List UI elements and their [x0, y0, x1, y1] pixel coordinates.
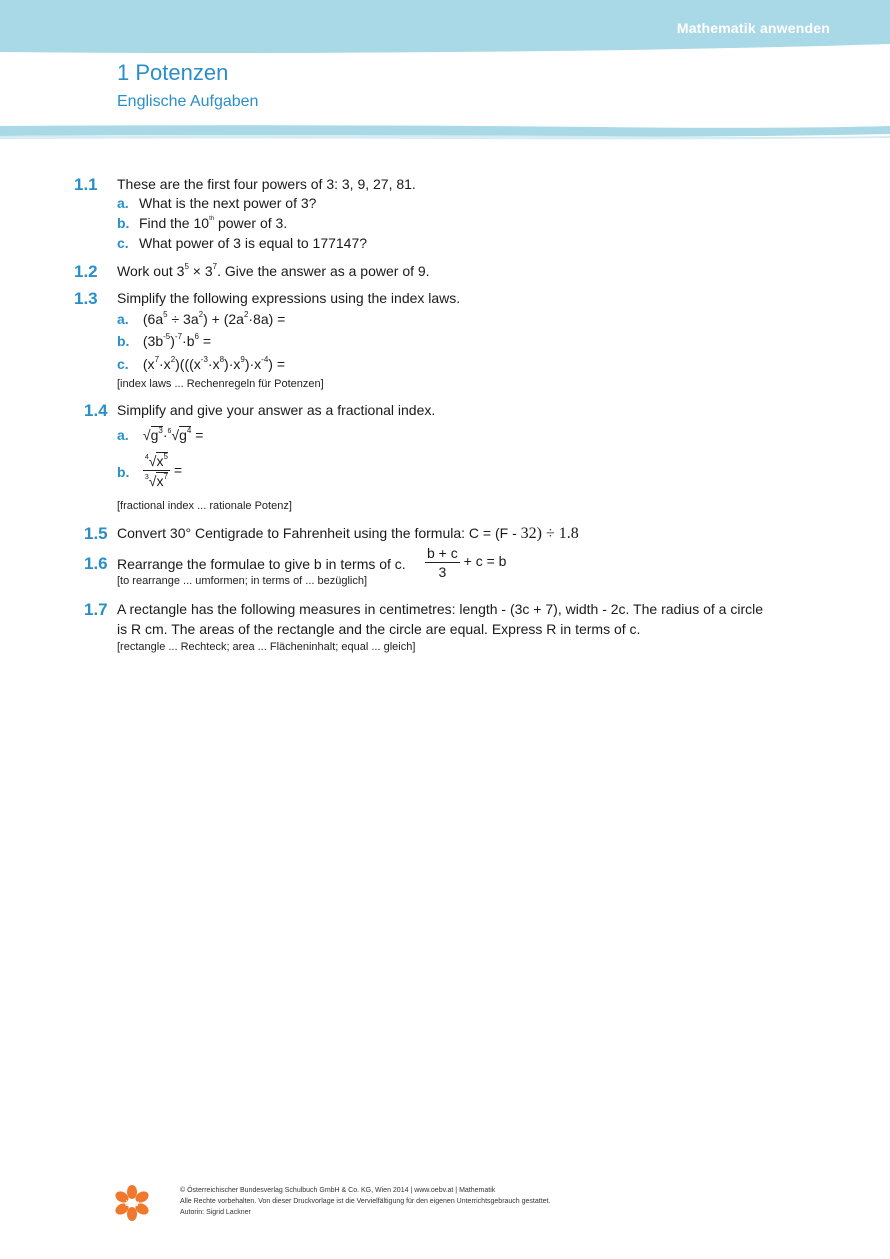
subtask [117, 309, 285, 329]
footer-line: © Österreichischer Bundesverlag Schulbuch GmbH & Co. KG, Wien 2014 | www.oebv.at | Mathematik [180, 1187, 496, 1194]
formula-a: $√g^3\cdot^6√g^4$ = [142, 426, 204, 443]
formula [425, 544, 506, 581]
subtask [117, 425, 203, 445]
chapter-title: 1 Potenzen [117, 60, 229, 85]
fraction-denominator: 3 [438, 564, 447, 580]
subtask-text: What is the next power of 3? [139, 195, 317, 211]
formula: C = (F - [468, 525, 521, 541]
formula-b: $(3b^{-5})^{-7}\cdot b^6$ = [142, 332, 212, 349]
superscript: th [209, 216, 215, 222]
divider-band-shape [0, 122, 890, 142]
formula-a: $(6a^5 \div 3a^2) + (2a^2\cdot 8a)$ = [142, 310, 286, 327]
publisher-logo [114, 1185, 150, 1221]
glossary-note: [index laws ... Rechenregeln für Potenzen] [117, 378, 324, 390]
subtask-letter: b. [117, 463, 130, 480]
exercise-text [117, 523, 579, 544]
footer-copyright [180, 1185, 550, 1218]
subtask-letter: a. [117, 427, 129, 443]
math-exponent: 5 [184, 262, 189, 271]
subtask-letter: c. [117, 356, 129, 372]
logo-icon [114, 1185, 150, 1221]
footer-line: Autorin: Sigrid Lackner [180, 1209, 251, 1216]
subtask [117, 213, 287, 233]
exercise-text: A rectangle has the following measures in centimetres: length - (3c + 7), width - 2c. The radius of a circle [117, 601, 763, 617]
glossary-note: [rectangle ... Rechteck; area ... Flächeninhalt; equal ... gleich] [117, 641, 416, 653]
math-operator: × [192, 263, 201, 279]
formula-c: $(x^7\cdot x^2)(((x^{-3}\cdot x^8)\cdot x^9)\cdot x^{-4})$ = [142, 355, 286, 372]
math-base: 3 [176, 263, 185, 279]
subtask-letter: b. [117, 215, 130, 231]
header-label: Mathematik anwenden [676, 20, 830, 36]
exercise-number: 1.3 [74, 289, 98, 308]
chapter-subtitle: Englische Aufgaben [117, 93, 259, 110]
exercise-number: 1.2 [74, 262, 98, 281]
text: . Give the answer as a power of 9. [217, 263, 430, 279]
exercise-number: 1.5 [84, 524, 108, 543]
subtask [117, 354, 285, 374]
footer-line: Alle Rechte vorbehalten. Von dieser Druckvorlage ist die Vervielfältigung für den eigenen Unterrichtsgebrauch gestattet. [180, 1198, 551, 1205]
exercise-number: 1.7 [84, 600, 108, 619]
divider-band [0, 122, 890, 142]
text: Convert 30° Centigrade to Fahrenheit using the formula: [117, 525, 466, 541]
formula: 32) ÷ 1.8 [520, 525, 579, 542]
subtask-letter: c. [117, 235, 129, 251]
subtask: b. $\frac{^4√x^5}{^3√x^7}$ = [117, 452, 183, 489]
subtask-letter: a. [117, 311, 129, 327]
subtask [117, 193, 316, 213]
subtask-letter: a. [117, 195, 129, 211]
subtask [117, 331, 211, 351]
exercise-number: 1.1 [74, 175, 98, 194]
exercise-text: is R cm. The areas of the rectangle and the circle are equal. Express R in terms of c. [117, 621, 641, 637]
exercise-text: Simplify and give your answer as a fractional index. [117, 402, 436, 418]
glossary-note: [to rearrange ... umformen; in terms of ... bezüglich] [117, 575, 368, 587]
math-base: 3 [204, 263, 213, 279]
fraction-numerator: b + c [427, 545, 458, 561]
exercise-text [117, 261, 430, 281]
subtask-text: Find the 10 [139, 215, 210, 231]
math-exponent: 7 [212, 262, 218, 271]
exercise-number: 1.6 [84, 554, 108, 573]
text: Work out [117, 263, 173, 279]
logo-text: öbv [124, 1199, 140, 1208]
subtask-letter: b. [117, 333, 130, 349]
subtask-text: What power of 3 is equal to 177147? [139, 235, 368, 251]
exercise-text: These are the first four powers of 3: 3, 9, 27, 81. [117, 176, 416, 192]
formula-rest: + c = b [463, 553, 507, 570]
subtask-text: power of 3. [214, 215, 288, 231]
formula [177, 263, 217, 279]
fraction [425, 544, 460, 581]
glossary-note: [fractional index ... rationale Potenz] [117, 500, 292, 512]
exercise-text: Simplify the following expressions using the index laws. [117, 290, 461, 306]
exercise-number: 1.4 [84, 401, 108, 420]
formula-b: $\frac{^4√x^5}{^3√x^7}$ [144, 452, 168, 489]
exercise-text: Rearrange the formulae to give b in terms of c. [117, 556, 406, 572]
subtask [117, 233, 367, 253]
